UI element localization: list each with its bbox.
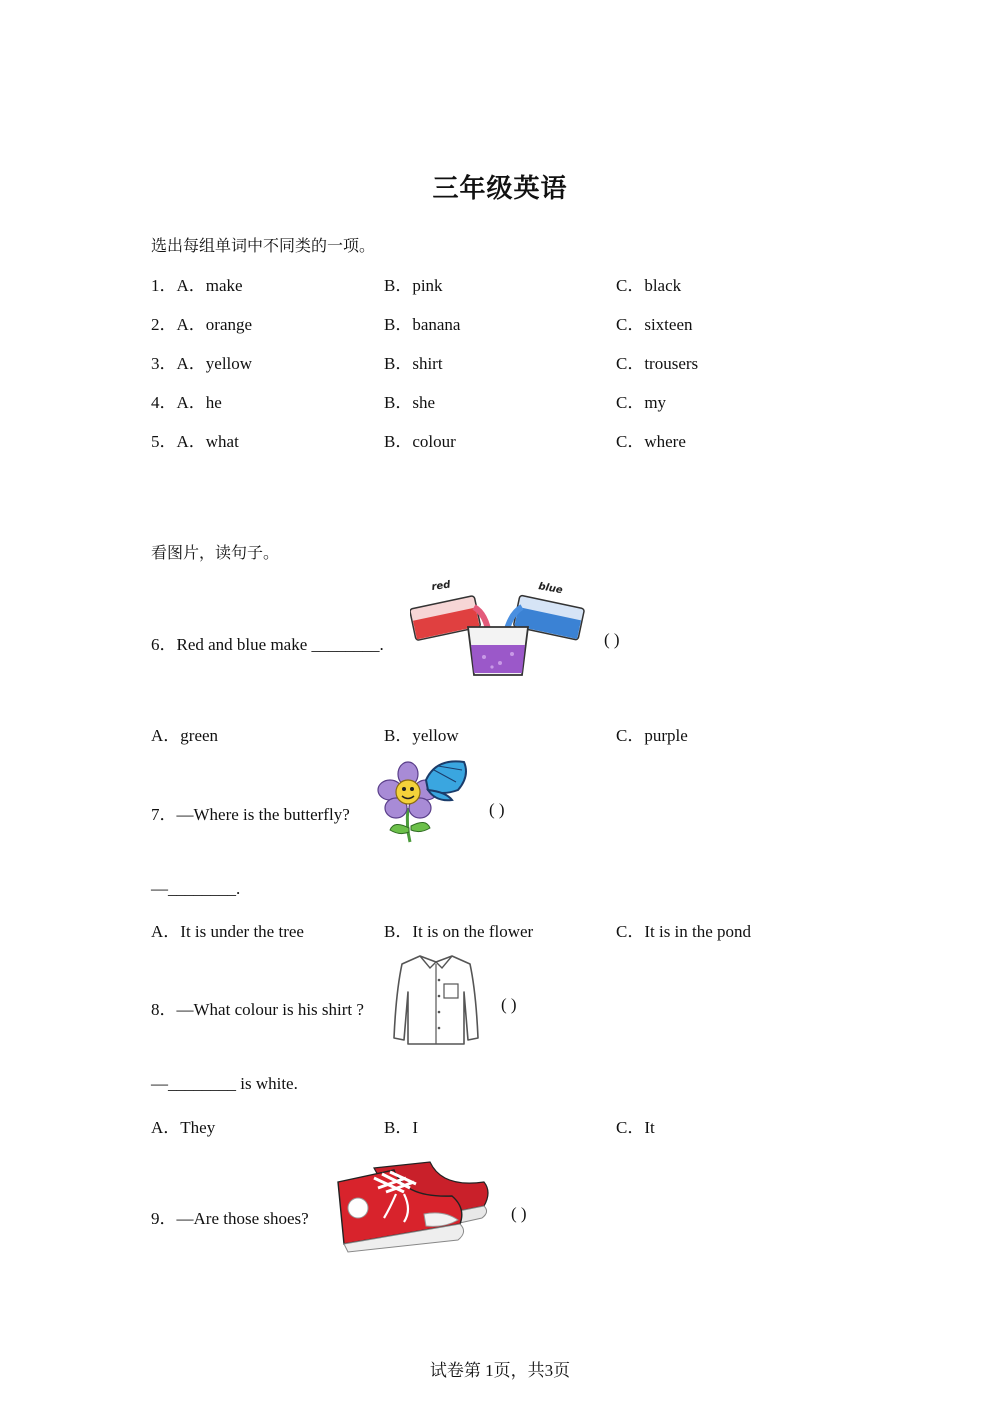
option-c: C．trousers <box>616 354 699 373</box>
option-c: C．where <box>616 432 686 451</box>
option-b: B．shirt <box>384 354 443 373</box>
option-a: 1．A．make <box>151 276 243 295</box>
option-c: C．black <box>616 276 682 295</box>
option-c: C．sixteen <box>616 315 693 334</box>
question-row <box>151 427 851 451</box>
option-a: 4．A．he <box>151 393 222 412</box>
option-b: B．yellow <box>384 726 459 745</box>
option-b: B．I <box>384 1118 418 1137</box>
option-a: A．green <box>151 726 219 745</box>
option-a: A．They <box>151 1118 216 1137</box>
blue-label: blue <box>537 581 564 597</box>
answer-line: —________. <box>151 879 241 898</box>
option-c: C．my <box>616 393 667 412</box>
red-sneakers-image <box>334 1148 492 1254</box>
color-mixing-image <box>410 577 586 679</box>
answer-line: —________ is white. <box>151 1074 298 1093</box>
option-b: B．It is on the flower <box>384 922 534 941</box>
option-b: B．pink <box>384 276 443 295</box>
question-row <box>151 1113 851 1137</box>
red-label: red <box>430 579 452 593</box>
page-title: 三年级英语 <box>432 174 568 204</box>
question-7-stem: 7．—Where is the butterfly? <box>151 805 350 824</box>
question-row <box>151 917 851 941</box>
answer-parentheses: ( ) <box>604 630 620 649</box>
question-row <box>151 271 851 295</box>
question-row <box>151 310 851 334</box>
question-row <box>151 388 851 412</box>
answer-parentheses: ( ) <box>511 1204 527 1223</box>
question-8-stem: 8．—What colour is his shirt ? <box>151 1000 364 1019</box>
question-row <box>151 349 851 373</box>
option-b: B．colour <box>384 432 456 451</box>
question-row <box>151 721 851 745</box>
butterfly-on-flower-image <box>376 756 472 844</box>
question-6-stem: 6．Red and blue make ________. <box>151 635 384 654</box>
option-c: C．It <box>616 1118 655 1137</box>
option-b: B．banana <box>384 315 461 334</box>
question-9-stem: 9．—Are those shoes? <box>151 1209 309 1228</box>
option-a: 3．A．yellow <box>151 354 253 373</box>
section2-instruction: 看图片，读句子。 <box>151 543 280 562</box>
answer-parentheses: ( ) <box>501 995 517 1014</box>
option-c: C．It is in the pond <box>616 922 752 941</box>
option-a: 2．A．orange <box>151 315 253 334</box>
option-b: B．she <box>384 393 435 412</box>
answer-parentheses: ( ) <box>489 800 505 819</box>
white-shirt-image <box>390 952 482 1046</box>
option-a: A．It is under the tree <box>151 922 304 941</box>
option-a: 5．A．what <box>151 432 239 451</box>
section1-instruction: 选出每组单词中不同类的一项。 <box>151 236 376 255</box>
page-footer: 试卷第 1页，共3页 <box>429 1361 571 1380</box>
option-c: C．purple <box>616 726 688 745</box>
